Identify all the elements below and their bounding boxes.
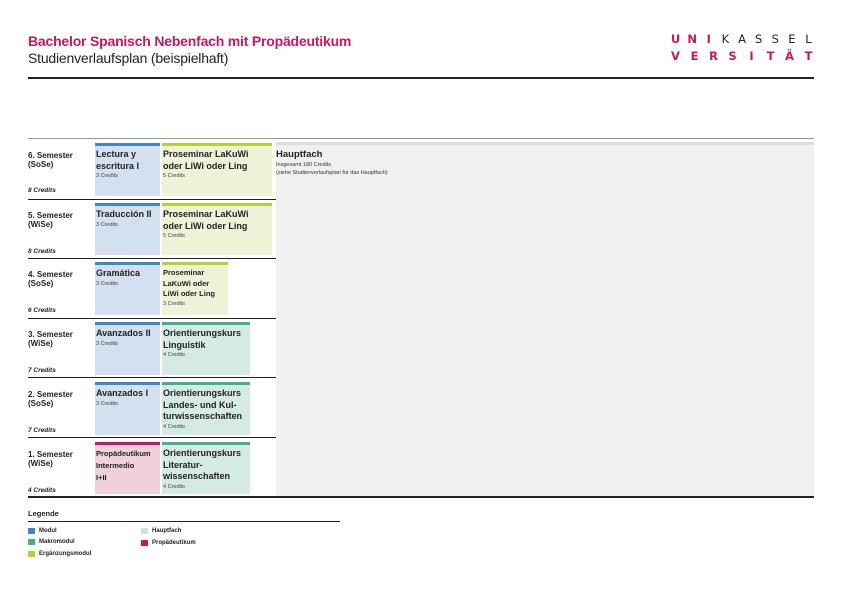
grid-bottom-line xyxy=(28,496,814,498)
module-proseminar-6 xyxy=(162,143,272,196)
semester-5-label xyxy=(28,211,73,229)
semester-6-label xyxy=(28,151,73,169)
logo-letter: I xyxy=(706,32,711,46)
module-propaedeutikum xyxy=(95,442,160,494)
legend-item-hauptfach xyxy=(141,528,181,534)
module-title: Orientierungskurs Linguistik xyxy=(163,328,242,350)
module-title: Lectura y escritura I xyxy=(96,149,140,171)
legend-item-propaedeutikum xyxy=(141,540,196,546)
module-credits: 3 Credits xyxy=(96,221,119,228)
logo-letter: S xyxy=(754,32,763,46)
module-title: Orientierungskurs Landes- und Kul- turwissenschaften xyxy=(163,388,243,421)
logo-letter: T xyxy=(804,49,813,63)
logo-letter: K xyxy=(721,32,730,46)
module-credits: 3 Credits xyxy=(96,173,119,179)
legend-swatch xyxy=(28,528,35,534)
hauptfach-title: Hauptfach xyxy=(276,149,323,160)
module-credits: 4 Credits xyxy=(163,483,186,490)
row-divider xyxy=(28,199,276,200)
module-avanzados-i xyxy=(95,382,160,435)
legend-item-makromodul xyxy=(28,539,75,545)
module-title: Gramática xyxy=(96,268,141,278)
semester-name: 5. Semester xyxy=(28,211,73,220)
legend-item-modul xyxy=(28,528,57,534)
module-credits: 4 Credits xyxy=(163,423,186,430)
module-credits: 5 Credits xyxy=(163,233,186,239)
semester-name: 6. Semester xyxy=(28,151,73,160)
legend-swatch xyxy=(28,551,35,557)
logo-letter: I xyxy=(749,49,754,63)
logo-line-1 xyxy=(669,31,815,48)
module-title: Avanzados II xyxy=(96,328,151,338)
module-proseminar-4 xyxy=(162,262,228,315)
semester-2-label xyxy=(28,390,73,408)
semester-4-label xyxy=(28,270,73,288)
module-title: Proseminar LaKuWi oder LiWi oder Ling xyxy=(163,268,216,298)
legend-swatch xyxy=(141,540,148,546)
row-divider xyxy=(28,377,276,378)
legend-label: Ergänzungsmodul xyxy=(39,551,92,557)
legend-label: Hauptfach xyxy=(152,528,182,534)
university-logo xyxy=(669,31,815,65)
logo-letter: R xyxy=(709,49,718,63)
logo-letter: U xyxy=(670,32,681,46)
semester-term: (SoSe) xyxy=(28,399,54,408)
page-title: Bachelor Spanisch Nebenfach mit Propädeutikum xyxy=(28,33,352,49)
semester-name: 4. Semester xyxy=(28,270,73,279)
semester-1-label xyxy=(28,450,73,468)
legend-divider xyxy=(28,521,340,522)
semester-term: (SoSe) xyxy=(28,160,54,169)
semester-3-label xyxy=(28,330,73,348)
semester-name: 2. Semester xyxy=(28,390,73,399)
legend-swatch xyxy=(28,539,35,545)
semester-term: (WiSe) xyxy=(28,339,53,348)
module-title: Orientierungskurs Literatur- wissenschaften xyxy=(163,448,242,481)
row-divider xyxy=(28,437,276,438)
module-title: Avanzados I xyxy=(96,388,149,398)
module-credits: 5 Credits xyxy=(163,173,186,179)
module-gramatica xyxy=(95,262,160,315)
grid-top-line xyxy=(28,138,814,139)
row-divider xyxy=(28,258,276,259)
module-avanzados-ii xyxy=(95,322,160,375)
page-subtitle: Studienverlaufsplan (beispielhaft) xyxy=(28,50,229,66)
legend-item-ergaenzungsmodul xyxy=(28,551,91,557)
logo-letter: S xyxy=(728,49,737,63)
legend-title: Legende xyxy=(28,509,59,518)
hauptfach-area xyxy=(276,142,814,496)
semester-term: (WiSe) xyxy=(28,220,53,229)
legend-label: Propädeutikum xyxy=(152,540,196,546)
logo-letter: A xyxy=(738,32,746,46)
semester-name: 1. Semester xyxy=(28,450,73,459)
logo-letter: E xyxy=(690,49,699,63)
semester-credits: 7 Credits xyxy=(28,367,56,374)
logo-letter: E xyxy=(788,32,796,46)
logo-letter: Ä xyxy=(785,49,794,63)
module-credits: 3 Credits xyxy=(163,300,186,307)
hauptfach-credits: Insgesamt 180 Credits xyxy=(276,162,332,168)
semester-credits: 4 Credits xyxy=(28,487,56,494)
row-divider xyxy=(28,318,276,319)
logo-letter: T xyxy=(766,49,775,63)
hauptfach-note: (siehe Studienverlaufsplan für das Hauptfach) xyxy=(276,170,388,176)
module-traduccion-ii xyxy=(95,203,160,255)
semester-credits: 8 Credits xyxy=(28,248,56,255)
module-title: Traducción II xyxy=(96,209,152,219)
legend-label: Modul xyxy=(39,528,57,534)
module-credits: 4 Credits xyxy=(163,352,186,358)
module-title: Proseminar LaKuWi oder LiWi oder Ling xyxy=(163,149,249,171)
module-credits: 3 Credits xyxy=(96,280,119,287)
legend-swatch xyxy=(141,528,148,534)
module-title: Propädeutikum Intermedio I+II xyxy=(96,449,151,482)
logo-letter: L xyxy=(805,32,812,46)
module-orientierungskurs-landes-kultur xyxy=(162,382,250,435)
module-orientierungskurs-linguistik xyxy=(162,322,250,375)
logo-letter: V xyxy=(671,49,680,63)
module-lectura-y-escritura xyxy=(95,143,160,196)
module-credits: 3 Credits xyxy=(96,340,119,347)
header-divider xyxy=(28,77,814,79)
semester-credits: 8 Credits xyxy=(28,187,56,194)
module-credits: 3 Credits xyxy=(96,400,119,407)
semester-credits: 6 Credits xyxy=(28,307,56,314)
logo-line-2 xyxy=(669,48,815,65)
module-proseminar-5 xyxy=(162,203,272,255)
module-orientierungskurs-literatur xyxy=(162,442,250,494)
legend-label: Makromodul xyxy=(39,539,75,545)
semester-term: (SoSe) xyxy=(28,279,54,288)
semester-name: 3. Semester xyxy=(28,330,73,339)
semester-term: (WiSe) xyxy=(28,459,53,468)
semester-credits: 7 Credits xyxy=(28,427,56,434)
logo-letter: N xyxy=(687,32,697,46)
logo-letter: S xyxy=(771,32,779,46)
module-title: Proseminar LaKuWi oder LiWi oder Ling xyxy=(163,209,249,231)
